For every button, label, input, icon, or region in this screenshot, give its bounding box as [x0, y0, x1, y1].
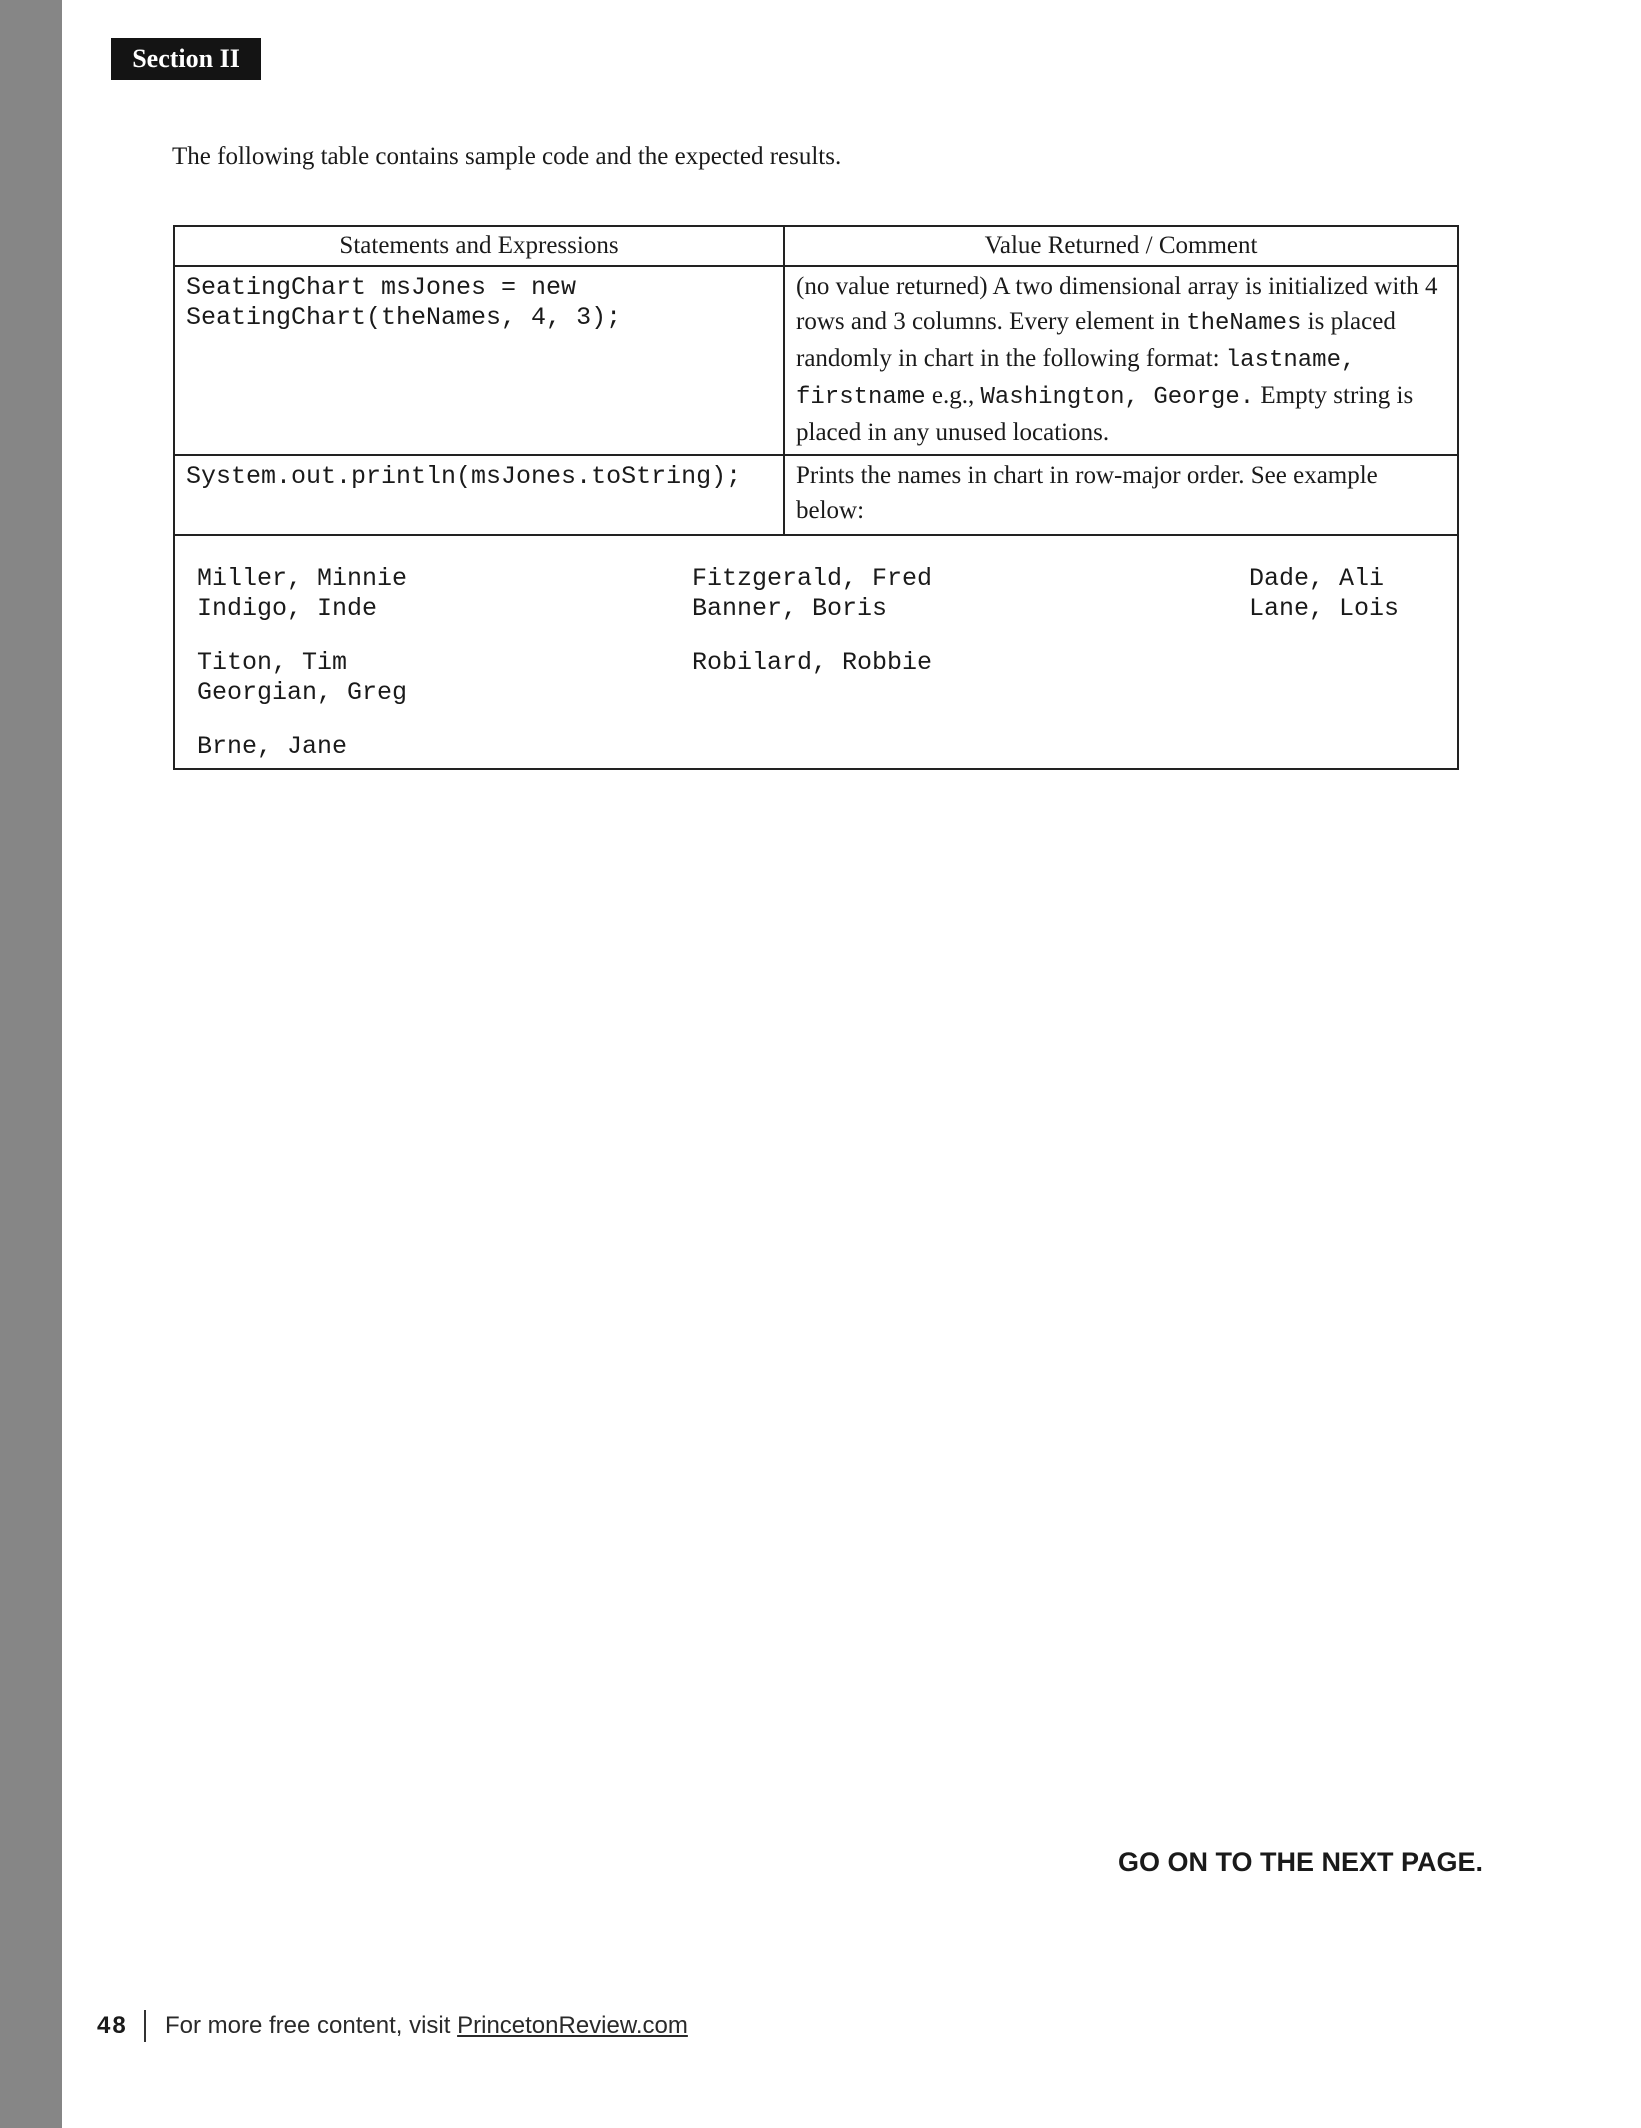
page-number: 48	[97, 2012, 128, 2039]
footer	[165, 2011, 688, 2041]
left-margin-bar	[0, 0, 62, 2128]
output-name: Dade, Ali	[1249, 564, 1385, 593]
output-name: Brne, Jane	[197, 732, 348, 761]
comment-text: is placed randomly in chart in the following format:	[796, 308, 1396, 372]
output-name: Banner, Boris	[692, 594, 888, 623]
section-label: Section II	[111, 38, 261, 80]
output-example	[174, 535, 1458, 769]
code-cell: System.out.println(msJones.toString);	[174, 455, 784, 535]
output-name: Titon, Tim	[197, 648, 348, 677]
code-line: SeatingChart msJones = new	[186, 273, 577, 302]
table-header-row	[174, 226, 1458, 266]
footer-text: For more free content, visit	[165, 2012, 458, 2039]
inline-code: theNames	[1186, 310, 1302, 337]
output-name: Miller, Minnie	[197, 564, 408, 593]
output-name: Fitzgerald, Fred	[692, 564, 933, 593]
comment-cell: Prints the names in chart in row-major order. See example below:	[784, 455, 1458, 535]
output-name: Lane, Lois	[1249, 594, 1400, 623]
comment-text: (no value returned) A two dimensional array is initialized with 4 rows and 3 columns. Every element in	[796, 273, 1438, 335]
go-on-notice: GO ON TO THE NEXT PAGE.	[1118, 1847, 1484, 1877]
intro-text: The following table contains sample code and the expected results.	[172, 143, 842, 170]
code-line: SeatingChart(theNames, 4, 3);	[186, 303, 622, 332]
table-row	[174, 455, 1458, 535]
header-statements: Statements and Expressions	[174, 226, 784, 266]
header-value-returned: Value Returned / Comment	[784, 226, 1458, 266]
inline-code: Washington, George.	[980, 384, 1255, 411]
footer-link[interactable]: PrincetonReview.com	[457, 2012, 688, 2039]
comment-text: Empty string is placed in any unused locations.	[796, 382, 1414, 446]
output-name: Robilard, Robbie	[692, 648, 933, 677]
output-name: Georgian, Greg	[197, 678, 408, 707]
footer-divider	[144, 2010, 146, 2042]
comment-cell	[784, 266, 1458, 455]
sample-code-table	[173, 225, 1459, 770]
code-cell	[174, 266, 784, 455]
output-row	[174, 535, 1458, 769]
inline-code: lastname, firstname	[796, 347, 1356, 411]
table-row	[174, 266, 1458, 455]
output-name: Indigo, Inde	[197, 594, 378, 623]
comment-text: e.g.,	[925, 382, 981, 409]
